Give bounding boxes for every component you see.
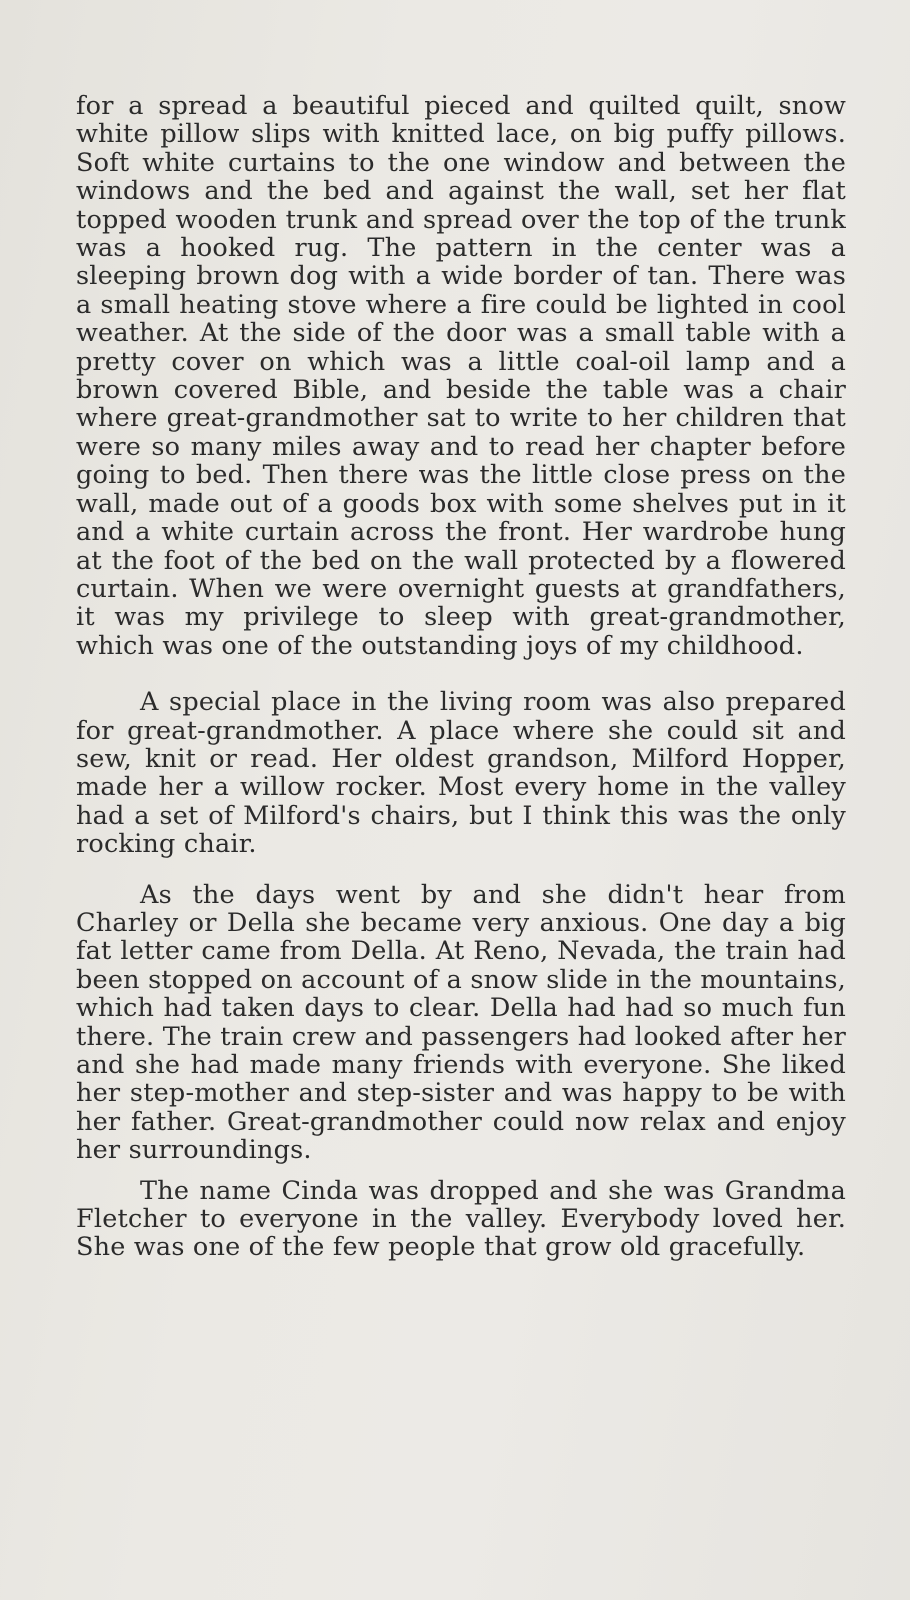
paragraph-bedroom: for a spread a beautiful pieced and quilted quilt, snow white pillow slips with knitted lace, on big puffy pillows. Soft white curtains to the one window and between the windows and the bed and against the wall, set her flat topped wooden trunk and spread over the top of the trunk was a hooked rug. The pattern in the center was a sleeping brown dog with a wide border of tan. There was a small heating stove where a fire could be lighted in cool weather. At the side of the door was a small table with a pretty cover on which was a little coal-oil lamp and a brown covered Bible, and beside the table was a chair where great-grandmother sat to write to her children that were so many miles away and to read her chapter before going to bed. Then there was the little close press on the wall, made out of a goods box with some shelves put in it and a white curtain across the front. Her wardrobe hung at the foot of the bed on the wall protected by a flowered curtain. When we were overnight guests at grandfathers, it was my privilege to sleep with great-grandmother, which was one of the outstanding joys of my childhood. — [76, 91, 846, 661]
paragraph-living-room: A special place in the living room was also prepared for great-grandmother. A place where she could sit and sew, knit or read. Her oldest grandson, Milford Hopper, made her a willow rocker. Most every home in the valley had a set of Milford's chairs, but I think this was the only rocking chair. — [76, 687, 846, 860]
paragraph-grandma-fletcher: The name Cinda was dropped and she was Grandma Fletcher to everyone in the valley. Everybody loved her. She was one of the few people that grow old gracefully. — [76, 1175, 846, 1263]
text-block — [76, 92, 846, 1262]
paragraph-letter: As the days went by and she didn't hear from Charley or Della she became very anxious. One day a big fat letter came from Della. At Reno, Nevada, the train had been stopped on account of a snow slide in the mountains, which had taken days to clear. Della had had so much fun there. The train crew and passengers had looked after her and she had made many friends with everyone. She liked her step-mother and step-sister and was happy to be with her father. Great-grandmother could now relax and enjoy her surroundings. — [76, 879, 846, 1166]
